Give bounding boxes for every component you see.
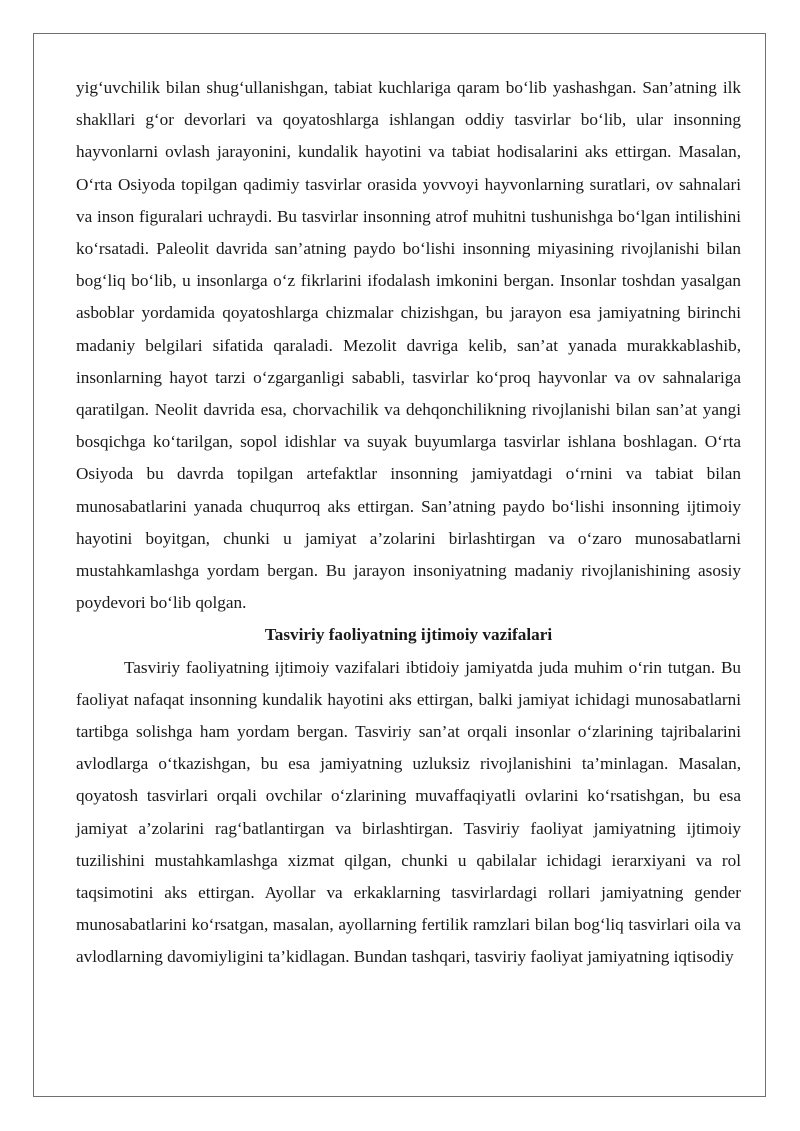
body-paragraph-2: Tasviriy faoliyatning ijtimoiy vazifalari ibtidoiy jamiyatda juda muhim o‘rin tutgan. Bu faoliyat nafaqat insonning kundalik hayotini aks ettirgan, balki jamiyat ichidagi munosabatlarni tartibga solishga ham yordam bergan. Tasviriy san’at orqali insonlar o‘zlarining tajribalarini avlodlarga o‘tkazishgan, bu esa jamiyatning uzluksiz rivojlanishini ta’minlagan. Masalan, qoyatosh tasvirlari orqali ovchilar o‘zlarining muvaffaqiyatli ovlarini ko‘rsatishgan, bu esa jamiyat a’zolarini rag‘batlantirgan va birlashtirgan. Tasviriy faoliyat jamiyatning ijtimoiy tuzilishini mustahkamlashga xizmat qilgan, chunki u qabilalar ichidagi ierarxiyani va rol taqsimotini aks ettirgan. Ayollar va erkaklarning tasvirlardagi rollari jamiyatning gender munosabatlarini ko‘rsatgan, masalan, ayollarning fertilik ramzlari bilan bog‘liq tasvirlari oila va avlodlarning davomiyligini ta’kidlagan. Bundan tashqari, tasviriy faoliyat jamiyatning iqtisodiy	[76, 657, 741, 967]
body-paragraph-1: yig‘uvchilik bilan shug‘ullanishgan, tabiat kuchlariga qaram bo‘lib yashashgan. San’atning ilk shakllari g‘or devorlari va qoyatoshlarga ishlangan oddiy tasvirlar bo‘lib, ular insonning hayvonlarni ovlash jarayonini, kundalik hayotini va tabiat hodisalarini aks ettirgan. Masalan, O‘rta Osiyoda topilgan qadimiy tasvirlar orasida yovvoyi hayvonlarning suratlari, ov sahnalari va inson figuralari uchraydi. Bu tasvirlar insonning atrof muhitni tushunishga bo‘lgan intilishini ko‘rsatadi. Paleolit davrida san’atning paydo bo‘lishi insonning miyasining rivojlanishi bilan bog‘liq bo‘lib, u insonlarga o‘z fikrlarini ifodalash imkonini bergan. Insonlar toshdan yasalgan asboblar yordamida qoyatoshlarga chizmalar chizishgan, bu jarayon esa jamiyatning birinchi madaniy belgilari sifatida qaraladi. Mezolit davriga kelib, san’at yanada murakkablashib, insonlarning hayot tarzi o‘zgarganligi sababli, tasvirlar ko‘proq hayvonlar va ov sahnalariga qaratilgan. Neolit davrida esa, chorvachilik va dehqonchilikning rivojlanishi bilan san’at yangi bosqichga ko‘tarilgan, sopol idishlar va suyak buyumlarga tasvirlar ishlana boshlagan. O‘rta Osiyoda bu davrda topilgan artefaktlar insonning jamiyatdagi o‘rnini va tabiat bilan munosabatlarini yanada chuqurroq aks ettirgan. San’atning paydo bo‘lishi insonning ijtimoiy hayotini boyitgan, chunki u jamiyat a’zolarini birlashtirgan va o‘zaro munosabatlarni mustahkamlashga yordam bergan. Bu jarayon insoniyatning madaniy rivojlanishining asosiy poydevori bo‘lib qolgan.	[76, 78, 741, 613]
section-heading: Tasviriy faoliyatning ijtimoiy vazifalari	[264, 625, 553, 645]
document-body	[76, 72, 741, 974]
